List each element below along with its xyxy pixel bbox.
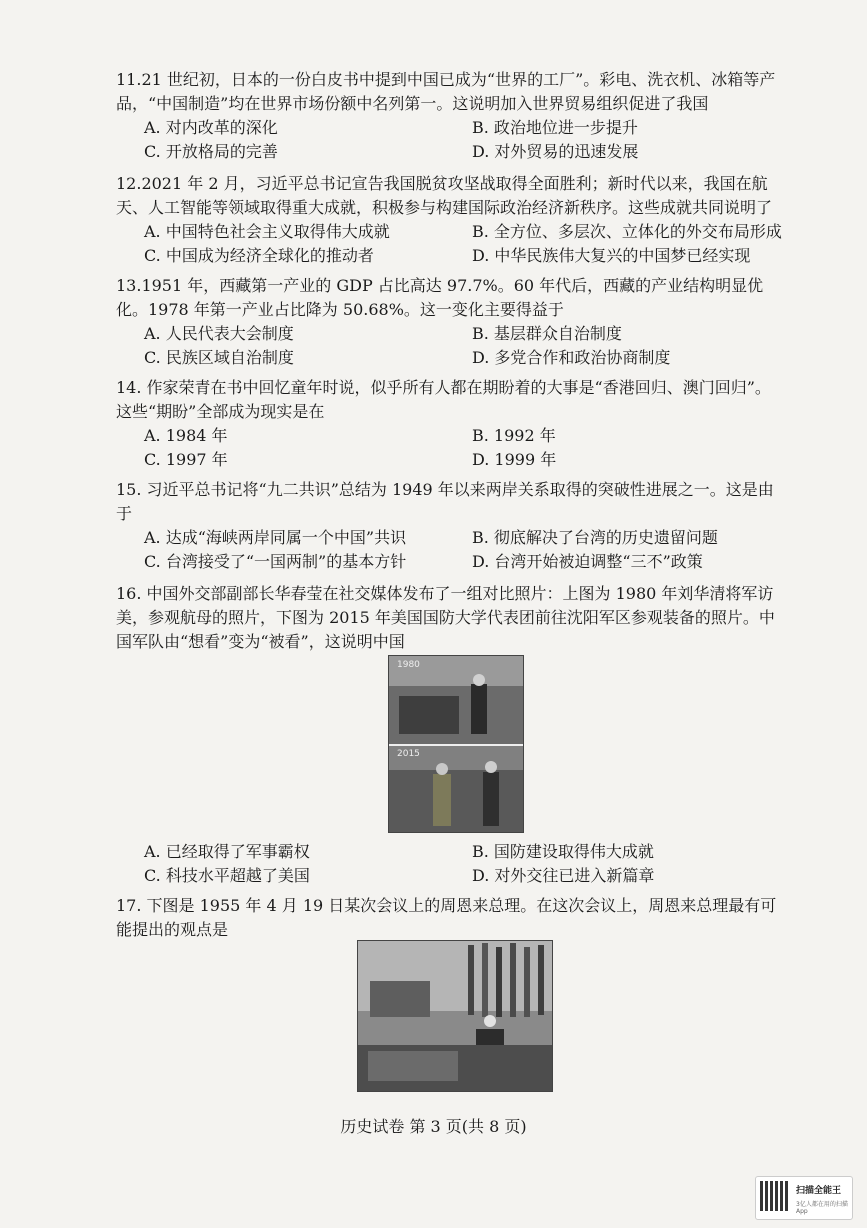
option-c: C. 台湾接受了“一国两制”的基本方针 [144,552,407,571]
option-b: B. 彻底解决了台湾的历史遗留问题 [472,528,718,547]
option-b: B. 政治地位进一步提升 [472,118,638,137]
option-a: A. 1984 年 [144,426,228,445]
photo-year-2015: 2015 [397,749,420,759]
option-b: B. 国防建设取得伟大成就 [472,842,654,861]
scanner-badge [755,1176,853,1220]
question-16 [116,582,780,654]
badge-name: 扫描全能王 [796,1186,842,1196]
option-c: C. 1997 年 [144,450,228,469]
question-14 [116,376,780,472]
option-d: D. 1999 年 [472,450,557,469]
option-d: D. 对外交往已进入新篇章 [472,866,655,885]
qr-code-icon [760,1181,790,1211]
question-15 [116,478,780,574]
question-stem: 11.21 世纪初，日本的一份白皮书中提到中国已成为“世界的工厂”。彩电、洗衣机、冰箱等产品，“中国制造”均在世界市场份额中名列第一。这说明加入世界贸易组织促进了我国 [116,70,776,113]
conference-photo [357,940,553,1092]
question-stem: 12.2021 年 2 月，习近平总书记宣告我国脱贫攻坚战取得全面胜利；新时代以来，我国在航天、人工智能等领域取得重大成就，积极参与构建国际政治经济新秩序。这些成就共同说明了 [116,174,773,217]
option-b: B. 1992 年 [472,426,556,445]
question-17 [116,894,780,942]
option-c: C. 科技水平超越了美国 [144,866,310,885]
question-stem: 13.1951 年，西藏第一产业的 GDP 占比高达 97.7%。60 年代后，西藏的产业结构明显优化。1978 年第一产业占比降为 50.68%。这一变化主要得益于 [116,276,764,319]
option-c: C. 民族区域自治制度 [144,348,294,367]
page-footer: 历史试卷 第 3 页(共 8 页) [340,1117,527,1136]
photo-illustration [389,656,523,832]
question-16-options [116,840,780,888]
question-11 [116,68,780,164]
option-a: A. 已经取得了军事霸权 [144,842,310,861]
option-d: D. 多党合作和政治协商制度 [472,348,671,367]
option-a: A. 达成“海峡两岸同属一个中国”共识 [144,528,407,547]
photo-year-1980: 1980 [397,660,420,670]
question-12 [116,172,780,268]
option-c: C. 中国成为经济全球化的推动者 [144,246,374,265]
option-a: A. 中国特色社会主义取得伟大成就 [144,222,390,241]
options [116,322,780,370]
comparison-photo [388,655,524,833]
badge-subtitle: 3亿人都在用的扫描App [796,1201,848,1215]
option-a: A. 人民代表大会制度 [144,324,294,343]
question-stem: 16. 中国外交部副部长华春莹在社交媒体发布了一组对比照片：上图为 1980 年刘华清将军访美，参观航母的照片，下图为 2015 年美国国防大学代表团前往沈阳军区参观装备的照片。中国军队由“想看”变为“被看”，这说明中国 [116,584,775,651]
option-d: D. 对外贸易的迅速发展 [472,142,639,161]
question-stem: 15. 习近平总书记将“九二共识”总结为 1949 年以来两岸关系取得的突破性进展之一。这是由于 [116,480,774,523]
options [116,116,780,164]
option-b: B. 全方位、多层次、立体化的外交布局形成 [472,222,782,241]
question-stem: 14. 作家荣青在书中回忆童年时说，似乎所有人都在期盼着的大事是“香港回归、澳门回归”。这些“期盼”全部成为现实是在 [116,378,771,421]
option-b: B. 基层群众自治制度 [472,324,622,343]
option-c: C. 开放格局的完善 [144,142,278,161]
options [116,526,780,574]
option-d: D. 台湾开始被迫调整“三不”政策 [472,552,703,571]
options [116,424,780,472]
question-13 [116,274,780,370]
option-d: D. 中华民族伟大复兴的中国梦已经实现 [472,246,751,265]
question-stem: 17. 下图是 1955 年 4 月 19 日某次会议上的周恩来总理。在这次会议上，周恩来总理最有可能提出的观点是 [116,896,777,939]
options [116,220,780,268]
photo-illustration [358,941,552,1091]
options [116,840,780,888]
option-a: A. 对内改革的深化 [144,118,278,137]
